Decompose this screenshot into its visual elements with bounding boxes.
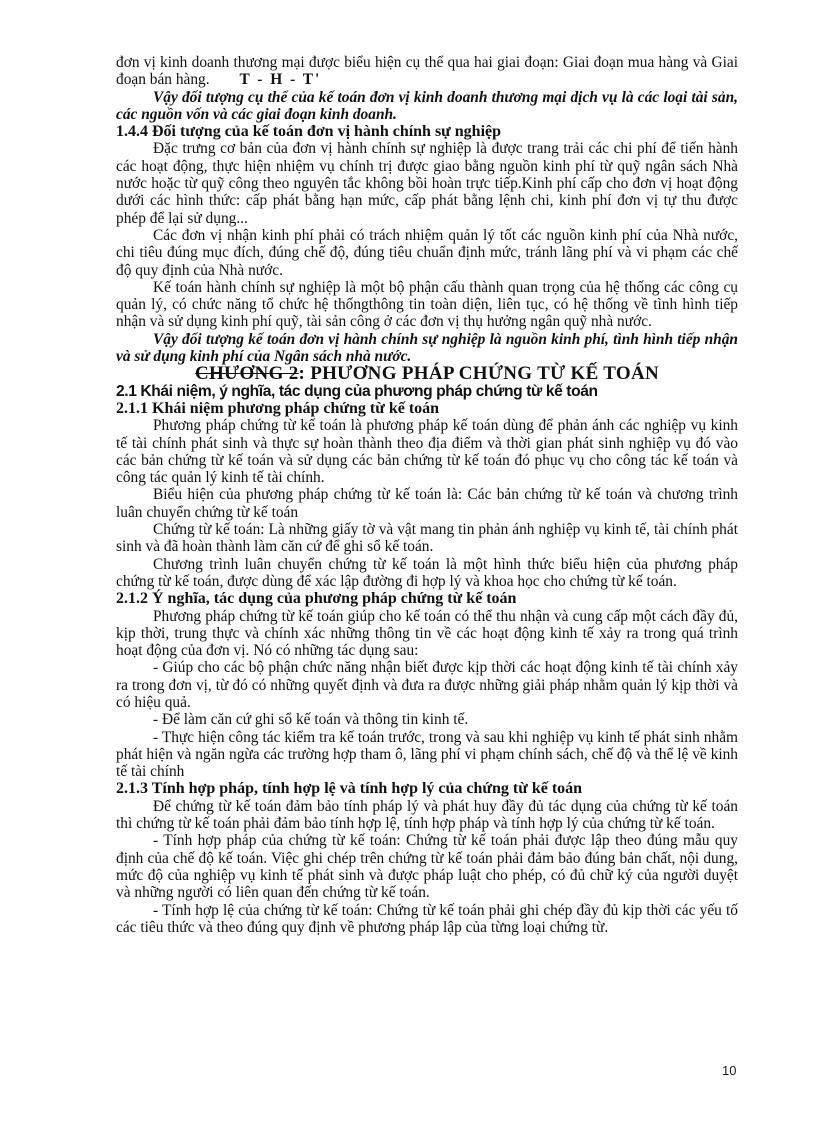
paragraph-2-1-1-d: Chương trình luân chuyển chứng từ kế toán là một hình thức biểu hiện của phương pháp chứng từ kế toán, được dùng để xác lập đường đi hợp lý và khoa học cho chứng từ kế toán.: [116, 555, 738, 590]
chapter-number: CHƯƠNG 2: [194, 363, 299, 385]
document-page: [116, 54, 738, 936]
paragraph-1-4-4-conclusion: Vậy đối tượng kế toán đơn vị hành chính sự nghiệp là nguồn kinh phí, tình hình tiếp nhận và sử dụng kinh phí của Ngân sách nhà nước.: [116, 330, 738, 366]
list-item: - Thực hiện công tác kiểm tra kế toán trước, trong và sau khi nghiệp vụ kinh tế phát sinh nhằm phát hiện và ngăn ngừa các trường hợp tham ô, lãng phí vi phạm chính sách, chế độ và thể lệ về kinh tế tài chính: [116, 728, 738, 781]
paragraph-2-1-2-a: Phương pháp chứng từ kế toán giúp cho kế toán có thể thu nhận và cung cấp một cách đầy đủ, kịp thời, trung thực và chính xác những thông tin về các hoạt động kinh tế xảy ra trong quá trình hoạt động của đơn vị. Nó có những tác dụng sau:: [116, 607, 738, 660]
chapter-name: : PHƯƠNG PHÁP CHỨNG TỪ KẾ TOÁN: [298, 363, 660, 385]
paragraph-1-4-4-b: Các đơn vị nhận kinh phí phải có trách nhiệm quản lý tốt các nguồn kinh phí của Nhà nước, chi tiêu đúng mục đích, đúng chế độ, đúng tiêu chuẩn định mức, tránh lãng phí và vi phạm các chế độ quy định của Nhà nước.: [116, 226, 738, 279]
paragraph-2-1-3-valid: - Tính hợp lệ của chứng từ kế toán: Chứng từ kế toán phải ghi chép đầy đủ kịp thời các yếu tố các tiêu thức và theo đúng quy định về phương pháp lập của từng loại chứng từ.: [116, 901, 738, 936]
heading-2-1-3: 2.1.3 Tính hợp pháp, tính hợp lệ và tính hợp lý của chứng từ kế toán: [116, 780, 583, 798]
formula-t-h-t: T - H - T': [239, 71, 322, 89]
paragraph-conclusion-business: Vậy đối tượng cụ thể của kế toán đơn vị kinh doanh thương mại dịch vụ là các loại tài sản, các nguồn vốn và các giai đoạn kinh doanh.: [116, 88, 738, 123]
paragraph-intro: [116, 54, 738, 89]
chapter-title: [116, 363, 738, 385]
paragraph-1-4-4-a: Đặc trưng cơ bản của đơn vị hành chính sự nghiệp là được trang trải các chi phí để tiến hành các hoạt động, thực hiện nhiệm vụ chính trị được giao bằng nguồn kinh phí từ quỹ ngân sách Nhà nước hoặc từ quỹ công theo nguyên tắc không bồi hoàn trực tiếp.Kinh phí cấp cho đơn vị hoạt động dưới các hình thức: cấp phát bằng hạn mức, cấp phát bằng lệnh chi, kinh phí đơn vị tự thu được phép để lại sử dụng...: [116, 140, 738, 227]
paragraph-2-1-3-a: Để chứng từ kế toán đảm bảo tính pháp lý và phát huy đầy đủ tác dụng của chứng từ kế toán thì chứng từ kế toán phải đảm bảo tính hợp lệ, tính hợp pháp và tính hợp lý của chứng từ kế toán.: [116, 797, 738, 833]
paragraph-1-4-4-c: Kế toán hành chính sự nghiệp là một bộ phận cấu thành quan trọng của hệ thống các công cụ quản lý, có chức năng tổ chức hệ thốngthông tin toàn diện, liên tục, có hệ thống về tình hình tiếp nhận và sử dụng kinh phí quỹ, tài sản công ở các đơn vị thụ hưởng ngân quỹ nhà nước.: [116, 278, 738, 331]
paragraph-2-1-3-legal: - Tính hợp pháp của chứng từ kế toán: Chứng từ kế toán phải được lập theo đúng mẫu quy định của chế độ kế toán. Việc ghi chép trên chứng từ kế toán phải đảm bảo đúng bản chất, nội dung, mức độ của nghiệp vụ kinh tế phát sinh và được pháp luật cho phép, có đủ chữ ký của người duyệt và những người có liên quan đến chứng từ kế toán.: [116, 832, 738, 902]
list-item: - Để làm căn cứ ghi sổ kế toán và thông tin kinh tế.: [153, 711, 469, 729]
paragraph-2-1-1-b: Biểu hiện của phương pháp chứng từ kế toán là: Các bản chứng từ kế toán và chương trình luân chuyển chứng từ kế toán: [116, 486, 738, 521]
page-number: 10: [722, 1063, 737, 1078]
heading-2-1-2: 2.1.2 Ý nghĩa, tác dụng của phương pháp chứng từ kế toán: [116, 590, 517, 608]
paragraph-2-1-1-a: Phương pháp chứng từ kế toán là phương pháp kế toán dùng để phản ánh các nghiệp vụ kinh tế tài chính phát sinh và thực sự hoàn thành theo địa điểm và thời gian phát sinh nghiệp vụ đó vào các bản chứng từ kế toán và sử dụng các bản chứng từ kế toán đó phục vụ cho công tác kế toán và công tác quản lý kinh tế tài chính.: [116, 417, 738, 487]
paragraph-2-1-1-c: Chứng từ kế toán: Là những giấy tờ và vật mang tin phản ánh nghiệp vụ kinh tế, tài chính phát sinh và đã hoàn thành làm căn cứ để ghi sổ kế toán.: [116, 521, 738, 556]
heading-2-1-1: 2.1.1 Khái niệm phương pháp chứng từ kế toán: [116, 399, 440, 417]
list-item: - Giúp cho các bộ phận chức năng nhận biết được kịp thời các hoạt động kinh tế tài chính xảy ra trong đơn vị, từ đó có những quyết định và đưa ra được những giải pháp nhằm quản lý kịp thời và có hiệu quả.: [116, 659, 738, 711]
heading-2-1: 2.1 Khái niệm, ý nghĩa, tác dụng của phương pháp chứng từ kế toán: [116, 382, 598, 400]
heading-1-4-4: 1.4.4 Đối tượng của kế toán đơn vị hành chính sự nghiệp: [116, 123, 502, 141]
paragraph-intro-text: đơn vị kinh doanh thương mại được biểu hiện cụ thể qua hai giai đoạn: Giai đoạn mua hàng và Giai đoạn bán hàng.: [116, 54, 738, 89]
